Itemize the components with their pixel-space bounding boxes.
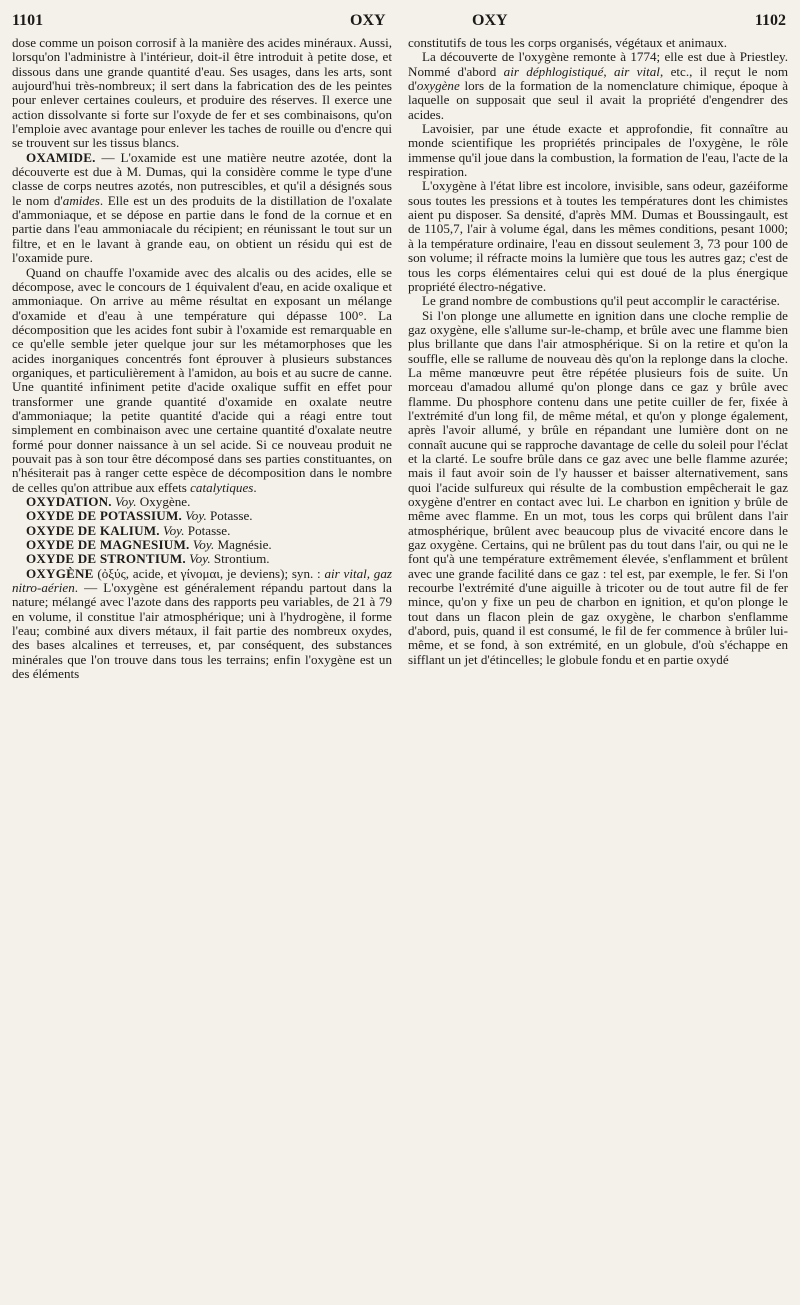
paragraph-combustion-experiments: Si l'on plonge une allumette en ignition dans une cloche remplie de gaz oxygène, elle s'allume sur-le-champ, et brûle avec une flamme bien plus brillante que dans l'air atmosphérique. Si on la retire et qu'on la souffle, elle se rallume de nouveau dès qu'on la replonge dans la cloche. La même manœuvre peut être répétée plusieurs fois de suite. Un morceau d'amadou allumé qu'on plonge dans ce gaz y brûle avec flamme. Du phosphore contenu dans une petite cuiller de fer, fixée à l'extrémité d'un long fil, de même métal, et qu'on y plonge également, après l'avoir allumé, y brûle en répandant une lumière dont on ne connaît aucune qui se rapproche davantage de celle du soleil pour l'éclat et la clarté. Le soufre brûle dans ce gaz avec une belle flamme azurée; mais il faut avoir soin de l'y hausser et baisser alternativement, sans quoi l'acide sulfureux qui résulte de la combustion empêcherait le gaz oxygène d'entrer en contact avec lui. Le charbon en ignition y brûle de même avec flamme. En un mot, tous les corps qui brûlent dans l'air atmosphérique, brûlent avec beaucoup plus de vivacité encore dans le gaz oxygène. Certains, qui ne brûlent pas du tout dans l'air, ou qui ne le font qu'à une température extrêmement élevée, s'enflamment et brûlent avec une grande facilité dans ce gaz : tel est, par exemple, le fer. Si l'on recourbe l'extrémité d'une aiguille à tricoter ou de tout autre fil de fer mince, qu'on y fixe un peu de charbon en ignition, et qu'on plonge le tout dans un flacon plein de gaz oxygène, le charbon s'enflamme d'abord, puis, quand il est consumé, le fil de fer commence à brûler lui-même, et se fond, à son extrémité, en un globule, d'où s'échappe en sifflant un jet d'étincelles; le globule fondu et en partie oxydé [408,307,788,667]
entry-oxyde-magnesium: OXYDE DE MAGNESIUM. Voy. Magnésie. [26,537,272,553]
entry-oxydation: OXYDATION. Voy. Oxygène. [26,494,191,509]
left-page-number: 1101 [12,12,44,29]
text-columns [12,36,788,1299]
left-running-word: OXY [350,12,386,29]
entry-oxygene: OXYGÈNE (ὀξύς, acide, et γίνομαι, je deviens); syn. : air vital, gaz nitro-aérien. — L'oxygène est généralement répandu partout dans la nature; mélangé avec l'azote dans des rapports peu variables, de 21 à 79 en volume, il constitue l'air atmosphérique; uni à l'hydrogène, il forme l'eau; combiné aux divers métaux, il fait partie des nombreux oxydes, des bases alcalines et terreuses, et, par conséquent, des substances minérales que l'on trouve dans tous les terrains; enfin l'oxygène est un des éléments [12,565,392,682]
paragraph-discovery: La découverte de l'oxygène remonte à 1774; elle est due à Priestley. Nommé d'abord air déphlogistiqué, air vital, etc., il reçut le nom d'oxygène lors de la formation de la nomenclature chimique, époque à laquelle on supposait que seul il avait la propriété d'engendrer des acides. [408,49,788,122]
paragraph-continued: dose comme un poison corrosif à la manière des acides minéraux. Aussi, lorsqu'on l'administre à l'intérieur, doit-il être introduit à petite dose, et dissous dans une grande quantité d'eau. Ses usages, dans les arts, sont aujourd'hui très-nombreux; il sert dans la fabrication des de les peintes pour enlever certaines couleurs, et produire des réserves. Il exerce une action dissolvante si forte sur l'oxyde de fer et ses combinaisons, qu'on l'emploie avec avantage pour enlever les taches de rouille ou d'encre qui se trouvent sur les tissus blancs. [12,36,392,151]
left-column [12,36,392,1299]
headword-oxamide: OXAMIDE. [26,149,96,165]
entry-oxyde-kalium: OXYDE DE KALIUM. Voy. Potasse. [26,522,231,538]
paragraph-continued: constitutifs de tous les corps organisés, végétaux et animaux. [408,36,728,50]
paragraph-oxamide-decomposition: Quand on chauffe l'oxamide avec des alcalis ou des acides, elle se décompose, avec le concours de 1 équivalent d'eau, en acide oxalique et ammoniaque. On arrive au même résultat en exposant un mélange d'oxamide et d'eau à une température qui dépasse 100°. La décomposition que les acides font subir à l'oxamide est remarquable en ce qu'elle semble jeter quelque jour sur les métamorphoses que les acides inorganiques concentrés font éprouver à plusieurs substances organiques, et particulièrement à l'amidon, au bois et au sucre de canne. Une quantité infiniment petite d'acide oxalique suffit en effet pour transformer une grande quantité d'oxamide en oxalate neutre d'ammoniaque; la petite quantité d'acide qui a réagi entre tout simplement en combinaison avec une certaine quantité d'oxalate neutre formé pour donner naissance à un sel acide. Si ce nouveau produit ne pouvait pas à son tour être décomposé dans ses parties constituantes, on n'hésiterait pas à ranger cette espèce de décomposition dans le nombre de celles qu'on attribue aux effets catalytiques. [12,264,392,495]
right-column [408,36,788,1299]
paragraph-properties: L'oxygène à l'état libre est incolore, invisible, sans odeur, gazéiforme sous toutes les pressions et à toutes les températures dont les chimistes aient pu disposer. Sa densité, d'après MM. Dumas et Boussingault, est de 1105,7, l'air à volume égal, dans les mêmes conditions, pesant 1000; à la température ordinaire, l'eau en dissout seulement 3, 73 pour 100 de son volume; il réfracte moins la lumière que tous les autres gaz; c'est de tous les corps élémentaires celui qui est doué de la plus énergique propriété électro-négative. [408,178,788,294]
entry-oxamide: OXAMIDE. — L'oxamide est une matière neutre azotée, dont la découverte est due à M. Dumas, qui la considère comme le type d'une classe de corps neutres azotés, non putrescibles, et qu'il a désignés sous le nom d'amides. Elle est un des produits de la distillation de l'oxalate d'ammoniaque, et se dépose en partie dans le fond de la cornue et en partie dans l'eau ammoniacale du récipient; en réunissant le tout sur un filtre, et en le lavant à grande eau, on obtient un résidu qui est de l'oxamide pure. [12,149,392,266]
entry-oxyde-potassium: OXYDE DE POTASSIUM. Voy. Potasse. [26,508,253,524]
entry-oxyde-strontium: OXYDE DE STRONTIUM. Voy. Strontium. [26,551,270,567]
running-header [12,6,786,34]
paragraph-lavoisier: Lavoisier, par une étude exacte et approfondie, fit connaître au monde scientifique les propriétés principales de l'oxygène, le rôle immense qu'il joue dans la combustion, la formation de l'eau, l'acte de la respiration. [408,121,788,180]
paragraph-combustion-intro: Le grand nombre de combustions qu'il peut accomplir le caractérise. [422,293,780,309]
right-running-word: OXY [472,12,508,29]
right-page-number: 1102 [754,12,786,29]
headword-oxygene: OXYGÈNE [26,565,94,581]
